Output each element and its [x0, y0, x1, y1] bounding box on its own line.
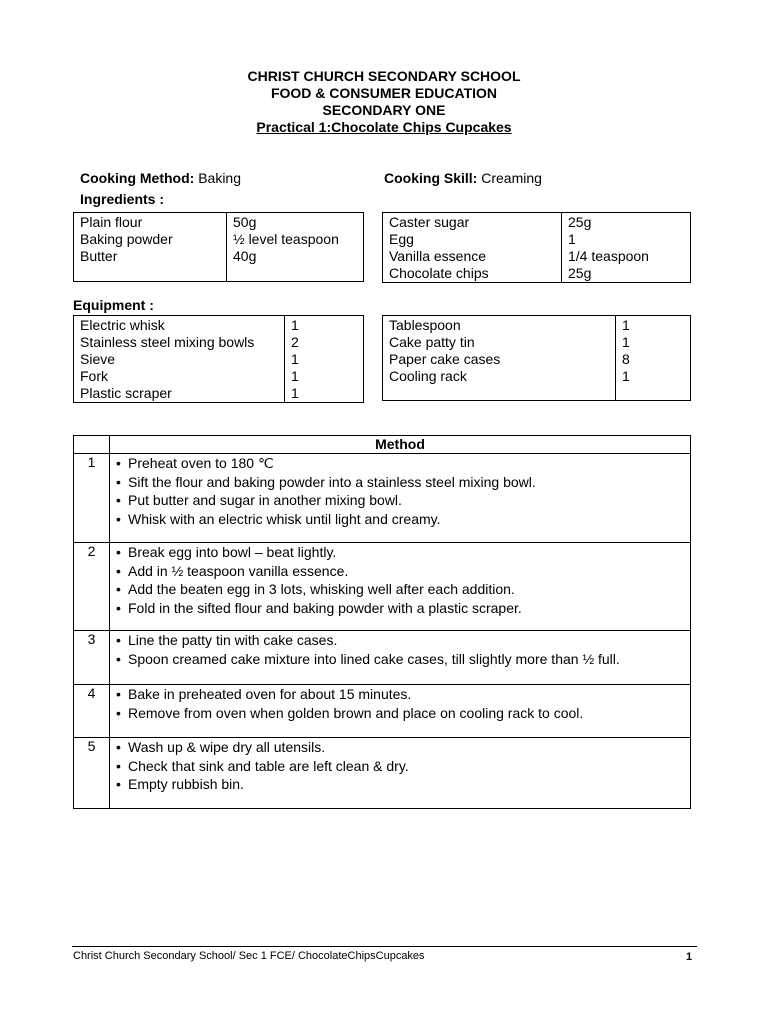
school-name: CHRIST CHURCH SECONDARY SCHOOL	[247, 68, 521, 84]
equipment-right-items	[383, 316, 616, 401]
step-content	[110, 685, 691, 738]
ingredients-left-qtys	[227, 213, 364, 282]
equipment-label-text: Equipment :	[73, 297, 154, 313]
equipment-item: Plastic scraper	[80, 385, 172, 401]
method-step-row	[74, 543, 691, 631]
equipment-item: Cooling rack	[389, 368, 467, 384]
ingredient-item: Baking powder	[80, 231, 173, 247]
step-bullet: • Preheat oven to 180 ℃	[110, 454, 690, 473]
equipment-item: Fork	[80, 368, 108, 384]
equipment-qty: 1	[291, 385, 299, 401]
step-number: 3	[74, 631, 110, 685]
cooking-method	[80, 170, 241, 186]
method-step-row	[74, 454, 691, 543]
method-step-row	[74, 631, 691, 685]
ingredient-item: Egg	[389, 231, 414, 247]
equipment-left-items	[74, 316, 285, 403]
ingredient-qty: 50g	[233, 214, 257, 230]
ingredient-qty: ½ level teaspoon	[233, 231, 339, 247]
step-bullet: • Spoon creamed cake mixture into lined cake cases, till slightly more than ½ full.	[110, 650, 690, 669]
equipment-qty: 2	[291, 334, 299, 350]
method-header: Method	[110, 436, 691, 454]
ingredients-label	[80, 191, 164, 207]
ingredient-item: Caster sugar	[389, 214, 470, 230]
step-content	[110, 631, 691, 685]
equipment-item: Sieve	[80, 351, 116, 367]
method-header-row	[74, 436, 691, 454]
equipment-item: Paper cake cases	[389, 351, 501, 367]
equipment-item: Cake patty tin	[389, 334, 475, 350]
equipment-qty: 1	[622, 317, 630, 333]
step-content	[110, 738, 691, 809]
ingredients-right-items	[383, 213, 562, 283]
step-bullet: • Put butter and sugar in another mixing bowl.	[110, 491, 690, 510]
equipment-qty: 1	[291, 351, 299, 367]
subject-name: FOOD & CONSUMER EDUCATION	[270, 85, 498, 101]
method-table	[73, 435, 691, 809]
ingredient-item: Plain flour	[80, 214, 143, 230]
ingredients-left-items	[74, 213, 227, 282]
level-name: SECONDARY ONE	[322, 102, 446, 118]
ingredient-qty: 25g	[568, 265, 592, 281]
step-number: 4	[74, 685, 110, 738]
ingredients-table-right	[382, 212, 691, 283]
cooking-skill-label: Cooking Skill:	[384, 170, 478, 186]
equipment-table-right	[382, 315, 691, 401]
ingredients-label-text: Ingredients :	[80, 191, 165, 207]
cooking-skill-value: Creaming	[477, 170, 542, 186]
step-bullet: • Add the beaten egg in 3 lots, whisking well after each addition.	[110, 580, 690, 599]
step-number: 2	[74, 543, 110, 631]
method-step-row	[74, 685, 691, 738]
cooking-method-value: Baking	[194, 170, 242, 186]
footer-divider	[72, 946, 697, 947]
step-bullet: • Break egg into bowl – beat lightly.	[110, 543, 690, 562]
method-header-blank	[74, 436, 110, 454]
document-header	[0, 68, 768, 136]
ingredient-item: Vanilla essence	[389, 248, 487, 264]
cooking-skill	[384, 170, 542, 186]
ingredients-right-qtys	[562, 213, 691, 283]
step-number: 1	[74, 454, 110, 543]
ingredient-qty: 40g	[233, 248, 257, 264]
step-content	[110, 454, 691, 543]
equipment-left-qtys	[285, 316, 364, 403]
equipment-right-qtys	[616, 316, 691, 401]
step-bullet: • Sift the flour and baking powder into a stainless steel mixing bowl.	[110, 473, 690, 492]
step-bullet: • Line the patty tin with cake cases.	[110, 631, 690, 650]
step-bullet: • Check that sink and table are left clean & dry.	[110, 757, 690, 776]
cooking-method-label: Cooking Method:	[80, 170, 195, 186]
ingredient-qty: 1/4 teaspoon	[568, 248, 649, 264]
step-bullet: • Whisk with an electric whisk until light and creamy.	[110, 510, 690, 529]
footer-text: Christ Church Secondary School/ Sec 1 FCE/ ChocolateChipsCupcakes	[73, 950, 425, 962]
step-bullet: • Empty rubbish bin.	[110, 775, 690, 794]
ingredient-item: Chocolate chips	[389, 265, 489, 281]
step-bullet: • Fold in the sifted flour and baking powder with a plastic scraper.	[110, 599, 690, 618]
ingredient-item: Butter	[80, 248, 118, 264]
equipment-qty: 1	[622, 368, 630, 384]
step-bullet: • Add in ½ teaspoon vanilla essence.	[110, 562, 690, 581]
step-number: 5	[74, 738, 110, 809]
equipment-table-left	[73, 315, 364, 403]
ingredient-qty: 25g	[568, 214, 592, 230]
page-number: 1	[686, 951, 693, 963]
equipment-item: Stainless steel mixing bowls	[80, 334, 255, 350]
ingredients-table-left	[73, 212, 364, 282]
equipment-qty: 1	[622, 334, 630, 350]
equipment-item: Tablespoon	[389, 317, 461, 333]
equipment-qty: 1	[291, 317, 299, 333]
step-content	[110, 543, 691, 631]
method-step-row	[74, 738, 691, 809]
step-bullet: • Wash up & wipe dry all utensils.	[110, 738, 690, 757]
practical-title: Practical 1:Chocolate Chips Cupcakes	[256, 119, 512, 135]
step-bullet: • Bake in preheated oven for about 15 minutes.	[110, 685, 690, 704]
ingredient-qty: 1	[568, 231, 576, 247]
equipment-item: Electric whisk	[80, 317, 165, 333]
equipment-qty: 8	[622, 351, 630, 367]
equipment-qty: 1	[291, 368, 299, 384]
equipment-label	[73, 297, 154, 313]
step-bullet: • Remove from oven when golden brown and place on cooling rack to cool.	[110, 704, 690, 723]
